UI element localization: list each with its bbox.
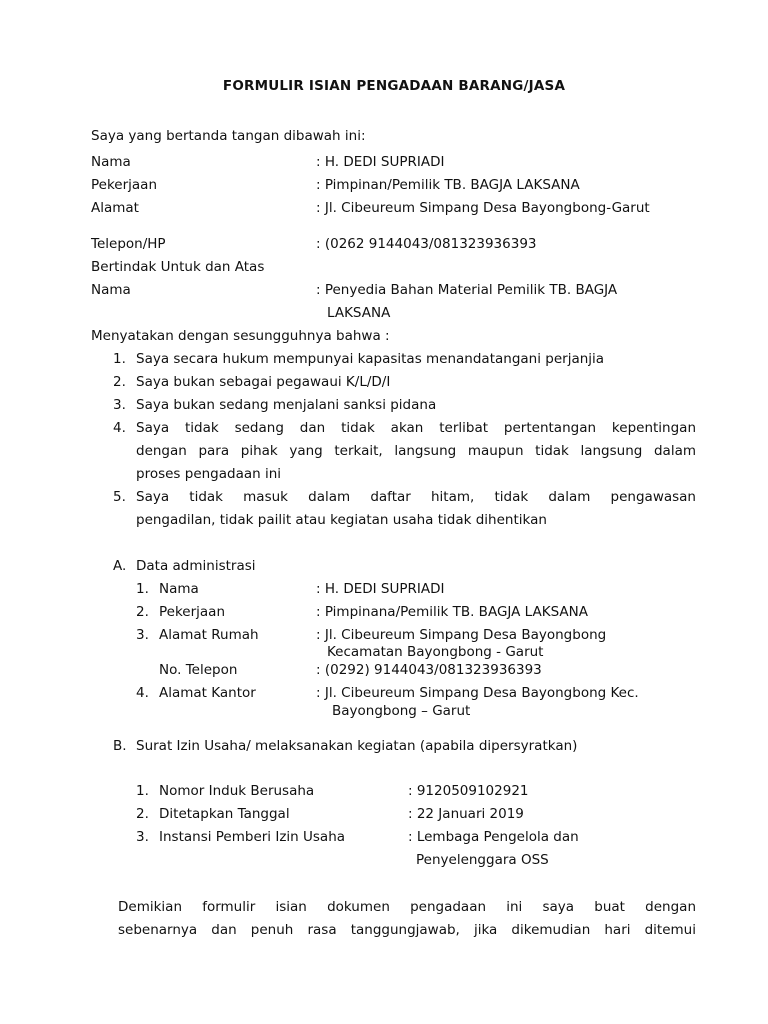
declare-intro: Menyatakan dengan sesungguhnya bahwa : (91, 328, 390, 344)
statement-number: 2. (113, 374, 126, 390)
section-b-item-value: : 9120509102921 (408, 783, 529, 799)
section-b-item-value-cont: Penyelenggara OSS (416, 852, 549, 868)
statement-text: pengadilan, tidak pailit atau kegiatan usaha tidak dihentikan (136, 512, 547, 528)
section-b-item-number: 3. (136, 829, 149, 845)
section-a-item-label: Alamat Kantor (159, 685, 256, 701)
identity-value-alamat: : Jl. Cibeureum Simpang Desa Bayongbong-Garut (316, 200, 650, 216)
section-a-item-number: 2. (136, 604, 149, 620)
section-a-item-number: 4. (136, 685, 149, 701)
statement-number: 3. (113, 397, 126, 413)
statement-text: Saya tidak masuk dalam daftar hitam, tidak dalam pengawasan (136, 489, 696, 505)
section-a-item-label: Nama (159, 581, 199, 597)
section-b-item-label: Ditetapkan Tanggal (159, 806, 290, 822)
acting-heading: Bertindak Untuk dan Atas (91, 259, 265, 275)
closing-paragraph-line: sebenarnya dan penuh rasa tanggungjawab, jika dikemudian hari ditemui (118, 922, 696, 938)
identity-value-telepon: : (0262 9144043/081323936393 (316, 236, 537, 252)
acting-value-line2: LAKSANA (327, 305, 391, 321)
statement-text: Saya bukan sebagai pegawaui K/L/D/I (136, 374, 391, 390)
section-a-item-label: No. Telepon (159, 662, 238, 678)
closing-paragraph-line: Demikian formulir isian dokumen pengadaan ini saya buat dengan (118, 899, 696, 915)
statement-number: 4. (113, 420, 126, 436)
section-a-item-value: : Jl. Cibeureum Simpang Desa Bayongbong Kec. (316, 685, 639, 701)
section-b-item-value: : Lembaga Pengelola dan (408, 829, 579, 845)
section-a-item-value: : H. DEDI SUPRIADI (316, 581, 445, 597)
section-b-heading: Surat Izin Usaha/ melaksanakan kegiatan (apabila dipersyratkan) (136, 738, 578, 754)
section-a-item-label: Pekerjaan (159, 604, 226, 620)
section-a-item-number: 3. (136, 627, 149, 643)
statement-text: dengan para pihak yang terkait, langsung maupun tidak langsung dalam (136, 443, 696, 459)
intro-text: Saya yang bertanda tangan dibawah ini: (91, 128, 366, 144)
identity-label-alamat: Alamat (91, 200, 139, 216)
section-b-item-label: Nomor Induk Berusaha (159, 783, 315, 799)
section-a-item-value: : Pimpinana/Pemilik TB. BAGJA LAKSANA (316, 604, 588, 620)
identity-value-pekerjaan: : Pimpinan/Pemilik TB. BAGJA LAKSANA (316, 177, 580, 193)
statement-number: 1. (113, 351, 126, 367)
section-b-item-number: 2. (136, 806, 149, 822)
statement-number: 5. (113, 489, 126, 505)
identity-value-nama: : H. DEDI SUPRIADI (316, 154, 445, 170)
section-a-item-value-cont: Kecamatan Bayongbong - Garut (327, 644, 544, 660)
statement-text: Saya secara hukum mempunyai kapasitas menandatangani perjanjia (136, 351, 605, 367)
section-a-letter: A. (113, 558, 127, 574)
document-title: FORMULIR ISIAN PENGADAAN BARANG/JASA (222, 78, 566, 94)
section-a-item-value: : Jl. Cibeureum Simpang Desa Bayongbong (316, 627, 607, 643)
section-b-letter: B. (113, 738, 127, 754)
statement-text: Saya tidak sedang dan tidak akan terlibat pertentangan kepentingan (136, 420, 696, 436)
section-b-item-label: Instansi Pemberi Izin Usaha (159, 829, 346, 845)
section-a-heading: Data administrasi (136, 558, 256, 574)
identity-label-telepon: Telepon/HP (91, 236, 166, 252)
statement-text: proses pengadaan ini (136, 466, 282, 482)
section-a-item-value-cont: Bayongbong – Garut (332, 703, 471, 719)
acting-value-line1: : Penyedia Bahan Material Pemilik TB. BAGJA (316, 282, 618, 298)
statement-text: Saya bukan sedang menjalani sanksi pidana (136, 397, 437, 413)
acting-label-nama: Nama (91, 282, 131, 298)
section-a-item-number: 1. (136, 581, 149, 597)
identity-label-pekerjaan: Pekerjaan (91, 177, 158, 193)
section-b-item-number: 1. (136, 783, 149, 799)
identity-label-nama: Nama (91, 154, 131, 170)
section-a-item-value: : (0292) 9144043/081323936393 (316, 662, 542, 678)
section-a-item-label: Alamat Rumah (159, 627, 259, 643)
section-b-item-value: : 22 Januari 2019 (408, 806, 524, 822)
